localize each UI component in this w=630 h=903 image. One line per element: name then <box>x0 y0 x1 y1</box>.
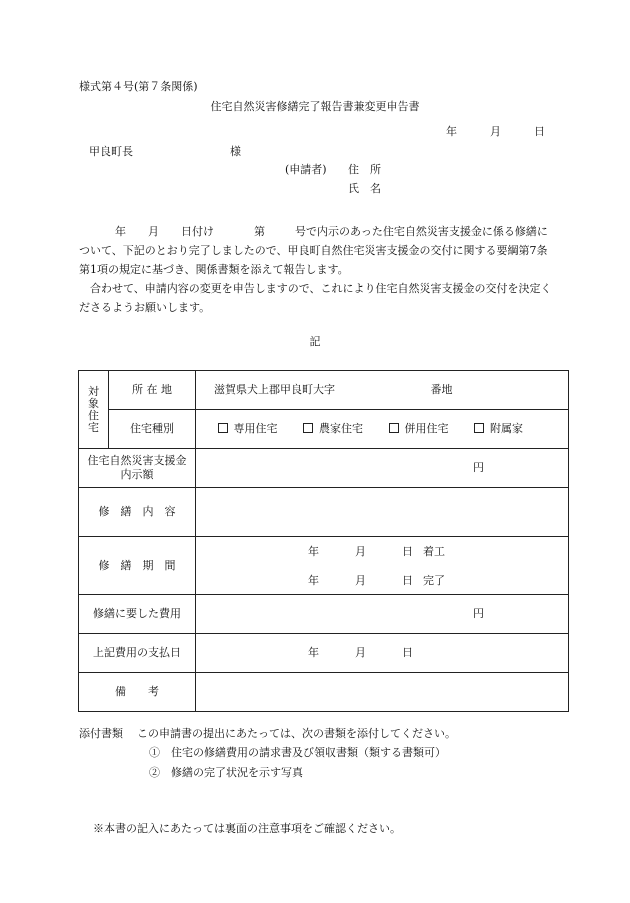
checkbox-icon[interactable] <box>303 423 313 433</box>
remarks-row <box>79 673 569 712</box>
period-start-month: 月 <box>355 545 366 558</box>
content-label: 修 繕 内 容 <box>79 488 196 537</box>
checkbox-icon[interactable] <box>389 423 399 433</box>
paydate-label: 上記費用の支払日 <box>79 634 196 673</box>
name-label: 氏 名 <box>348 182 381 195</box>
note-heading: 記 <box>309 335 321 348</box>
paydate-year: 年 <box>308 646 319 659</box>
ref-no-label: 第 <box>254 225 265 238</box>
house-type-option-label: 併用住宅 <box>404 422 449 435</box>
amount-label-line2: 内示額 <box>120 468 154 481</box>
paydate-field[interactable] <box>196 634 569 673</box>
period-field[interactable] <box>196 537 569 595</box>
paydate-row <box>79 634 569 673</box>
house-type-option-label: 附属家 <box>490 422 523 435</box>
period-start-line <box>196 543 568 559</box>
house-type-label: 住宅種別 <box>109 410 196 449</box>
location-label: 所 在 地 <box>109 371 196 410</box>
house-type-option-label: 農家住宅 <box>319 422 363 435</box>
period-start-label: 着工 <box>423 545 445 558</box>
attachment-item-1: ① 住宅の修繕費用の請求書及び領収書類（類する書類可） <box>149 746 446 759</box>
period-start-year: 年 <box>308 545 319 558</box>
attachments-intro: この申請書の提出にあたっては、次の書類を添付してください。 <box>137 727 456 740</box>
footer-note: ※本書の記入にあたっては裏面の注意事項をご確認ください。 <box>93 822 401 835</box>
date-month-label: 月 <box>490 125 501 138</box>
house-type-option-label: 専用住宅 <box>233 422 278 435</box>
paydate-month: 月 <box>355 646 366 659</box>
period-label: 修 繕 期 間 <box>79 537 196 595</box>
period-start-day: 日 <box>402 545 413 558</box>
cost-label: 修繕に要した費用 <box>79 595 196 634</box>
amount-field[interactable] <box>196 449 569 488</box>
period-end-year: 年 <box>308 574 319 587</box>
amount-yen: 円 <box>473 461 484 474</box>
location-prefix: 滋賀県犬上郡甲良町大字 <box>214 383 335 396</box>
house-type-option-2[interactable] <box>303 422 363 436</box>
cost-row <box>79 595 569 634</box>
amount-label-line1: 住宅自然災害支援金 <box>87 454 187 467</box>
date-line <box>446 125 545 139</box>
amount-row <box>79 449 569 488</box>
target-house-label: 対象住宅 <box>88 384 99 434</box>
house-type-row <box>79 410 569 449</box>
date-year-label: 年 <box>446 125 457 138</box>
period-end-line <box>196 574 568 588</box>
address-label: 住 所 <box>348 163 381 176</box>
document-title: 住宅自然災害修繕完了報告書兼変更申告書 <box>210 100 420 113</box>
applicant-label: (申請者) <box>285 163 327 176</box>
attachment-item-2: ② 修繕の完了状況を示す写真 <box>149 766 303 779</box>
checkbox-icon[interactable] <box>474 423 484 433</box>
report-body <box>79 222 557 317</box>
paragraph-2: 合わせて、申請内容の変更を申告しますので、これにより住宅自然災害支援金の交付を決定くださるようお願いします。 <box>79 282 552 314</box>
date-day-label: 日 <box>534 125 545 138</box>
house-type-options <box>196 410 569 449</box>
period-end-month: 月 <box>355 574 366 587</box>
period-row <box>79 537 569 595</box>
location-row <box>79 371 569 410</box>
checkbox-icon[interactable] <box>218 423 228 433</box>
paragraph-1 <box>79 222 557 279</box>
cost-field[interactable] <box>196 595 569 634</box>
house-type-option-4[interactable] <box>474 422 523 436</box>
house-type-option-3[interactable] <box>389 422 449 436</box>
content-row <box>79 488 569 537</box>
location-field[interactable] <box>196 371 569 410</box>
addressee-suffix: 様 <box>230 145 241 158</box>
amount-label-cell <box>79 449 196 488</box>
remarks-field[interactable] <box>196 673 569 712</box>
addressee: 甲良町長 <box>89 145 133 158</box>
attachments-label: 添付書類 <box>79 727 123 740</box>
content-field[interactable] <box>196 488 569 537</box>
cost-yen: 円 <box>473 607 484 620</box>
target-house-cell <box>79 371 109 449</box>
form-number: 様式第４号(第７条関係) <box>79 80 198 93</box>
ref-month-label: 月 <box>148 225 159 238</box>
house-type-option-1[interactable] <box>218 422 278 436</box>
location-suffix: 番地 <box>430 383 453 396</box>
report-table <box>78 370 569 712</box>
period-end-day: 日 <box>402 574 413 587</box>
ref-date-label: 日付け <box>181 225 214 238</box>
ref-no-suffix: 号で内示のあった住宅自然災害支援金に係る <box>295 225 515 238</box>
paydate-day: 日 <box>402 646 413 659</box>
period-end-label: 完了 <box>423 574 445 587</box>
remarks-label: 備 考 <box>79 673 196 712</box>
paragraph-1-rest: 修繕について、下記のとおり完了しましたので、甲良町自然住宅災害支援金の交付に関する要綱第7条第1項の規定に基づき、関係書類を添えて報告します。 <box>79 225 548 276</box>
ref-year-label: 年 <box>115 225 126 238</box>
